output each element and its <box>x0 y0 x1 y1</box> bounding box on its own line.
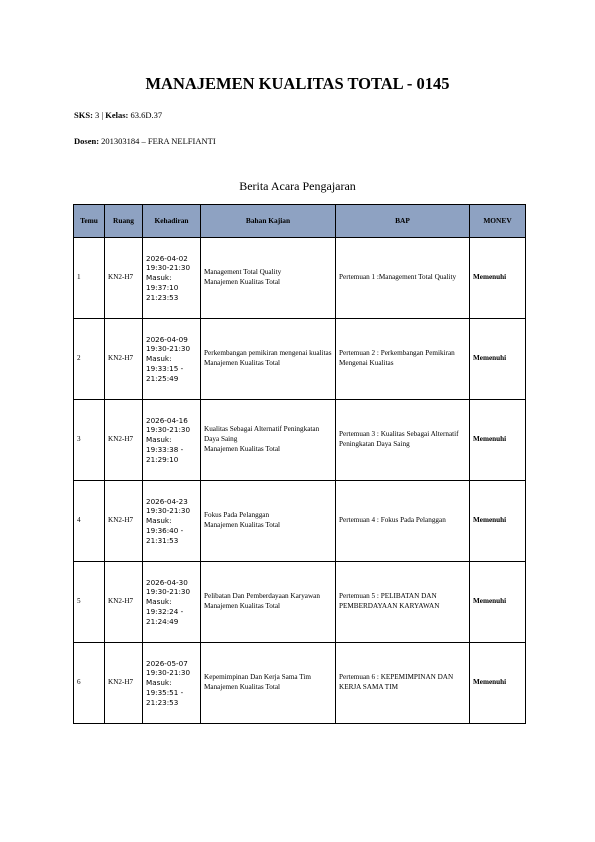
check-out-time: 21:23:53 <box>146 697 179 707</box>
header-ruang: Ruang <box>105 205 143 238</box>
cell-kehadiran <box>143 400 201 481</box>
cell-ruang: KN2-H7 <box>105 481 143 562</box>
header-bahan-kajian: Bahan Kajian <box>201 205 336 238</box>
sks-label: SKS: <box>74 110 93 120</box>
cell-monev: Memenuhi <box>470 400 526 481</box>
cell-kehadiran <box>143 481 201 562</box>
schedule: 19:30-21:30 <box>146 668 191 678</box>
topic: Perkembangan pemikiran mengenai kualitas <box>204 349 332 358</box>
cell-temu: 6 <box>74 643 105 724</box>
cell-temu: 4 <box>74 481 105 562</box>
dosen-value: 201303184 – FERA NELFIANTI <box>101 136 216 146</box>
check-out-time: 21:25:49 <box>146 373 179 383</box>
topic: Kepemimpinan Dan Kerja Sama Tim <box>204 673 311 682</box>
check-in-time: 19:36:40 - <box>146 525 184 535</box>
course-name: Manajemen Kualitas Total <box>204 359 281 367</box>
check-in-label: Masuk: <box>146 678 172 688</box>
table-row <box>74 319 526 400</box>
lecturer-info <box>74 136 216 146</box>
table-row <box>74 562 526 643</box>
cell-bahan-kajian <box>201 643 336 724</box>
check-in-label: Masuk: <box>146 597 172 607</box>
cell-temu: 2 <box>74 319 105 400</box>
topic: Kualitas Sebagai Alternatif Peningkatan Daya Saing <box>204 425 320 444</box>
check-in-label: Masuk: <box>146 354 172 364</box>
table-row <box>74 643 526 724</box>
schedule: 19:30-21:30 <box>146 344 191 354</box>
check-in-label: Masuk: <box>146 435 172 445</box>
schedule: 19:30-21:30 <box>146 425 191 435</box>
kelas-value: 63.6D.37 <box>130 110 163 120</box>
cell-bap: Pertemuan 2 : Perkembangan Pemikiran Mengenai Kualitas <box>336 319 470 400</box>
header-monev: MONEV <box>470 205 526 238</box>
cell-ruang: KN2-H7 <box>105 643 143 724</box>
cell-monev: Memenuhi <box>470 319 526 400</box>
course-name: Manajemen Kualitas Total <box>204 683 281 691</box>
table-header-row <box>74 205 526 238</box>
separator: | <box>101 110 104 120</box>
header-kehadiran: Kehadiran <box>143 205 201 238</box>
cell-bahan-kajian <box>201 400 336 481</box>
date: 2026-04-23 <box>146 496 188 506</box>
cell-temu: 3 <box>74 400 105 481</box>
check-out-time: 21:23:53 <box>146 292 179 302</box>
teaching-record-table <box>73 204 526 724</box>
date: 2026-04-02 <box>146 253 188 263</box>
check-in-label: Masuk: <box>146 516 172 526</box>
cell-monev: Memenuhi <box>470 562 526 643</box>
header-temu: Temu <box>74 205 105 238</box>
cell-bap: Pertemuan 4 : Fokus Pada Pelanggan <box>336 481 470 562</box>
cell-monev: Memenuhi <box>470 238 526 319</box>
topic: Fokus Pada Pelanggan <box>204 511 270 520</box>
topic: Management Total Quality <box>204 268 282 277</box>
cell-temu: 1 <box>74 238 105 319</box>
topic: Pelibatan Dan Pemberdayaan Karyawan <box>204 592 320 601</box>
date: 2026-04-30 <box>146 577 188 587</box>
course-name: Manajemen Kualitas Total <box>204 278 281 286</box>
cell-kehadiran <box>143 238 201 319</box>
course-info <box>74 110 162 120</box>
cell-bap: Pertemuan 3 : Kualitas Sebagai Alternatif Peningkatan Daya Saing <box>336 400 470 481</box>
page-title: MANAJEMEN KUALITAS TOTAL - 0145 <box>145 74 450 93</box>
cell-bahan-kajian <box>201 481 336 562</box>
check-out-time: 21:24:49 <box>146 616 179 626</box>
check-in-label: Masuk: <box>146 273 172 283</box>
table-row <box>74 238 526 319</box>
cell-bap: Pertemuan 5 : PELIBATAN DAN PEMBERDAYAAN KARYAWAN <box>336 562 470 643</box>
cell-ruang: KN2-H7 <box>105 562 143 643</box>
check-in-time: 19:32:24 - <box>146 606 184 616</box>
cell-bap: Pertemuan 1 :Management Total Quality <box>336 238 470 319</box>
dosen-label: Dosen: <box>74 136 100 146</box>
schedule: 19:30-21:30 <box>146 263 191 273</box>
cell-bahan-kajian <box>201 238 336 319</box>
section-title: Berita Acara Pengajaran <box>239 179 356 193</box>
cell-bap: Pertemuan 6 : KEPEMIMPINAN DAN KERJA SAMA TIM <box>336 643 470 724</box>
cell-temu: 5 <box>74 562 105 643</box>
date: 2026-05-07 <box>146 658 188 668</box>
course-name: Manajemen Kualitas Total <box>204 444 281 453</box>
check-in-time: 19:35:51 - <box>146 687 184 697</box>
cell-monev: Memenuhi <box>470 643 526 724</box>
sks-value: 3 <box>95 110 100 120</box>
cell-ruang: KN2-H7 <box>105 238 143 319</box>
table-row <box>74 400 526 481</box>
table-row <box>74 481 526 562</box>
cell-ruang: KN2-H7 <box>105 400 143 481</box>
check-in-time: 19:33:15 - <box>146 363 184 373</box>
kelas-label: Kelas: <box>105 110 129 120</box>
cell-monev: Memenuhi <box>470 481 526 562</box>
cell-ruang: KN2-H7 <box>105 319 143 400</box>
check-out-time: 21:29:10 <box>146 454 179 464</box>
date: 2026-04-09 <box>146 334 188 344</box>
check-in-time: 19:33:38 - <box>146 444 184 454</box>
cell-bahan-kajian <box>201 562 336 643</box>
check-in-time: 19:37:10 <box>146 282 179 292</box>
cell-bahan-kajian <box>201 319 336 400</box>
course-name: Manajemen Kualitas Total <box>204 521 281 529</box>
cell-kehadiran <box>143 562 201 643</box>
cell-kehadiran <box>143 319 201 400</box>
course-name: Manajemen Kualitas Total <box>204 602 281 610</box>
schedule: 19:30-21:30 <box>146 506 191 516</box>
cell-kehadiran <box>143 643 201 724</box>
schedule: 19:30-21:30 <box>146 587 191 597</box>
date: 2026-04-16 <box>146 415 188 425</box>
header-bap: BAP <box>336 205 470 238</box>
check-out-time: 21:31:53 <box>146 535 179 545</box>
